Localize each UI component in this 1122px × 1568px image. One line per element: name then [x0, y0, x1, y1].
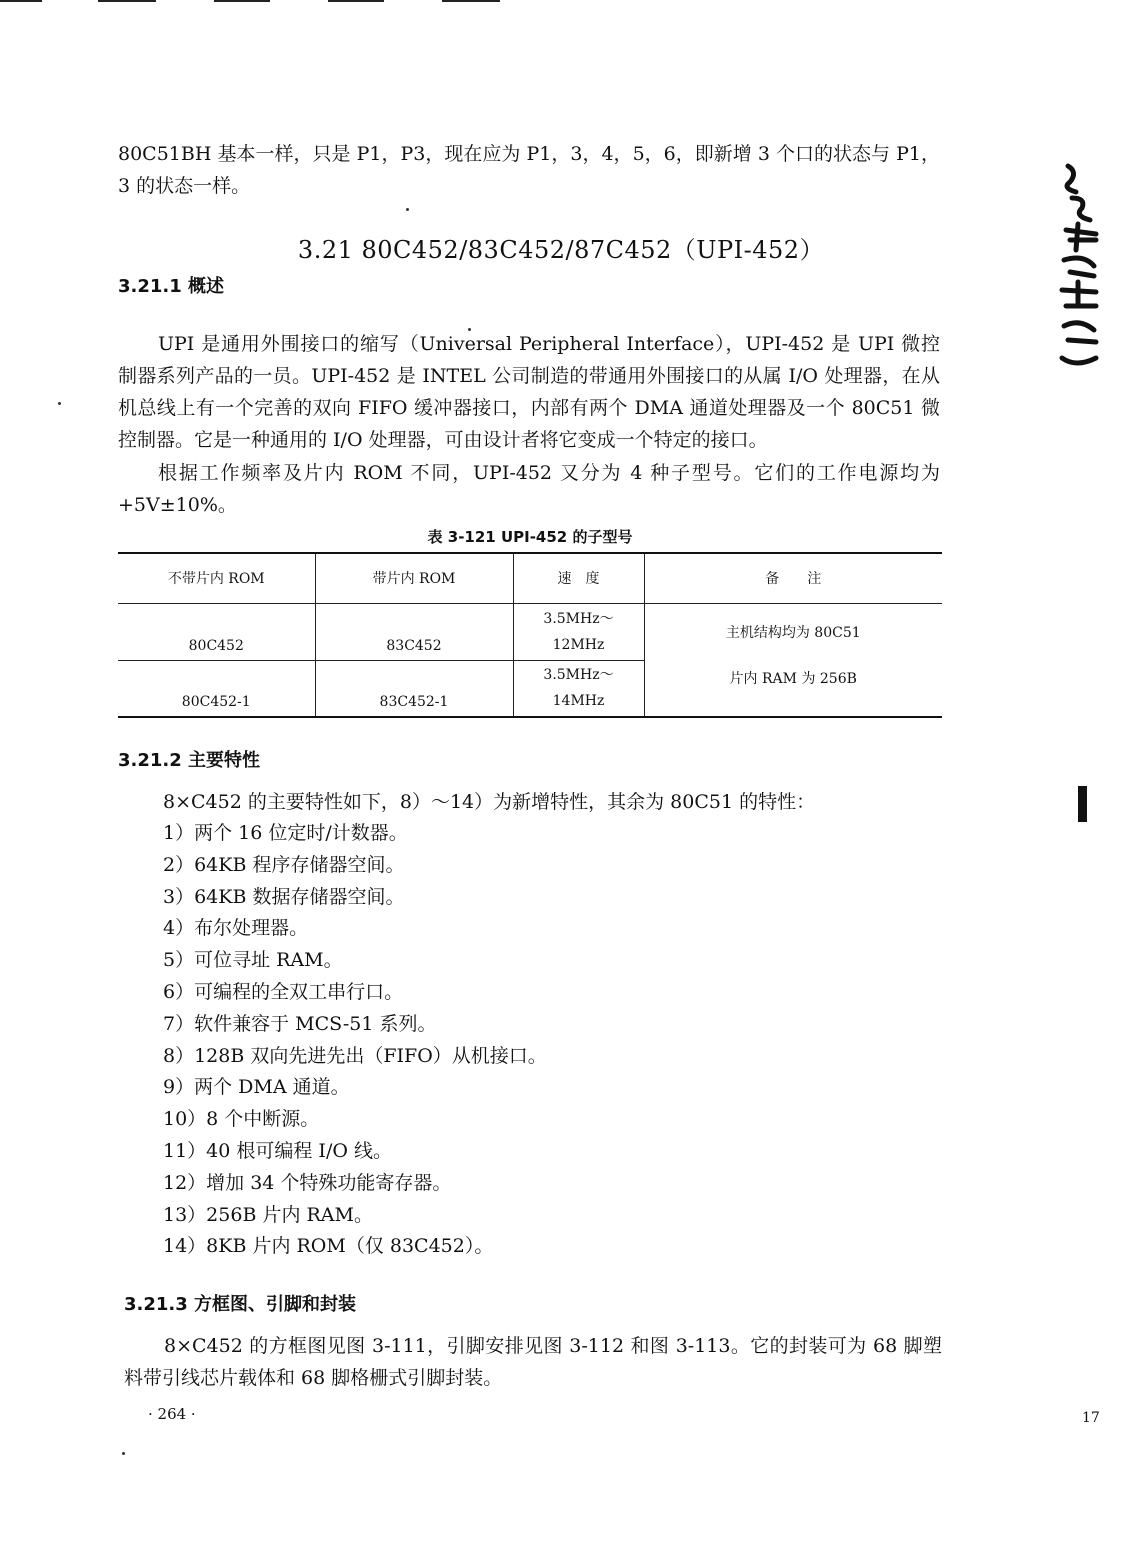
cell-speed	[513, 603, 644, 660]
table-row	[118, 660, 942, 717]
cell-no-rom: 80C452-1	[118, 660, 315, 717]
cell-notes: 片内 RAM 为 256B	[644, 660, 942, 717]
top-rule	[98, 0, 156, 2]
cell-notes: 主机结构均为 80C51	[644, 603, 942, 660]
intro-paragraph: 80C51BH 基本一样，只是 P1，P3，现在应为 P1，3，4，5，6，即新增 3 个口的状态与 P1，3 的状态一样。	[118, 143, 940, 197]
list-item: 6）可编程的全双工串行口。	[163, 980, 404, 1003]
subsection-heading-overview: 3.21.1 概述	[118, 276, 225, 297]
table-header-row	[118, 553, 942, 603]
cell-with-rom: 83C452	[315, 603, 513, 660]
top-rule	[0, 0, 42, 2]
subsection-heading-features: 3.21.2 主要特性	[118, 750, 261, 771]
list-item: 14）8KB 片内 ROM（仅 83C452）。	[163, 1235, 494, 1258]
corner-mark: 17	[1082, 1410, 1100, 1426]
list-item: 9）两个 DMA 通道。	[163, 1076, 350, 1099]
scan-speck	[468, 328, 471, 331]
top-rule-marks	[0, 0, 1122, 4]
variants-paragraph: 根据工作频率及片内 ROM 不同，UPI-452 又分为 4 种子型号。它们的工作电源均为 +5V±10%。	[118, 462, 940, 516]
list-item: 3）64KB 数据存储器空间。	[163, 885, 405, 908]
list-item: 4）布尔处理器。	[163, 917, 309, 940]
top-rule	[328, 0, 384, 2]
speed-range-start: 3.5MHz～	[543, 667, 614, 684]
section-title: 3.21 80C452/83C452/87C452（UPI-452）	[297, 236, 825, 264]
table-caption: 表 3-121 UPI-452 的子型号	[427, 528, 633, 546]
scan-speck	[58, 402, 61, 405]
margin-tab-mark	[1078, 786, 1087, 822]
package-paragraph: 8×C452 的方框图见图 3-111，引脚安排见图 3-112 和图 3-113。它的封装可为 68 脚塑料带引线芯片载体和 68 脚格栅式引脚封装。	[124, 1335, 942, 1389]
speed-range-end: 14MHz	[552, 693, 605, 710]
header-notes: 备 注	[644, 553, 942, 603]
cell-with-rom: 83C452-1	[315, 660, 513, 717]
header-no-rom: 不带片内 ROM	[118, 553, 315, 603]
list-item: 5）可位寻址 RAM。	[163, 949, 343, 972]
page-number: · 264 ·	[148, 1405, 196, 1423]
list-item: 11）40 根可编程 I/O 线。	[163, 1139, 392, 1162]
speed-range-start: 3.5MHz～	[543, 610, 614, 627]
overview-paragraph: UPI 是通用外围接口的缩写（Universal Peripheral Interface），UPI-452 是 UPI 微控制器系列产品的一员。UPI-452 是 INTEL 公司制造的带通用外围接口的从属 I/O 处理器，在从机总线上有一个完善的双向 FIFO 缓冲器接口，内部有两个 DMA 通道处理器及一个 80C51 微控制器。它是一种通用的 I/O 处理器，可由设计者将它变成一个特定的接口。	[118, 333, 940, 451]
list-item: 1）两个 16 位定时/计数器。	[163, 822, 408, 844]
speed-range-end: 12MHz	[552, 636, 605, 653]
top-rule	[214, 0, 270, 2]
variants-table	[118, 552, 942, 718]
header-with-rom: 带片内 ROM	[315, 553, 513, 603]
subsection-heading-package: 3.21.3 方框图、引脚和封装	[124, 1294, 357, 1315]
list-item: 8）128B 双向先进先出（FIFO）从机接口。	[163, 1044, 547, 1067]
top-rule	[442, 0, 500, 2]
scan-speck	[122, 1452, 125, 1455]
table-row	[118, 603, 942, 660]
features-intro: 8×C452 的主要特性如下，8）～14）为新增特性，其余为 80C51 的特性：	[163, 791, 816, 813]
list-item: 13）256B 片内 RAM。	[163, 1203, 373, 1226]
cell-no-rom: 80C452	[118, 603, 315, 660]
list-item: 7）软件兼容于 MCS-51 系列。	[163, 1012, 437, 1035]
features-list	[163, 818, 547, 1263]
cell-speed	[513, 660, 644, 717]
list-item: 10）8 个中断源。	[163, 1108, 320, 1131]
list-item: 12）增加 34 个特殊功能寄存器。	[163, 1171, 452, 1194]
handwritten-margin-note-icon	[1048, 160, 1118, 380]
list-item: 2）64KB 程序存储器空间。	[163, 853, 405, 876]
header-speed: 速 度	[513, 553, 644, 603]
scan-speck	[406, 208, 409, 211]
